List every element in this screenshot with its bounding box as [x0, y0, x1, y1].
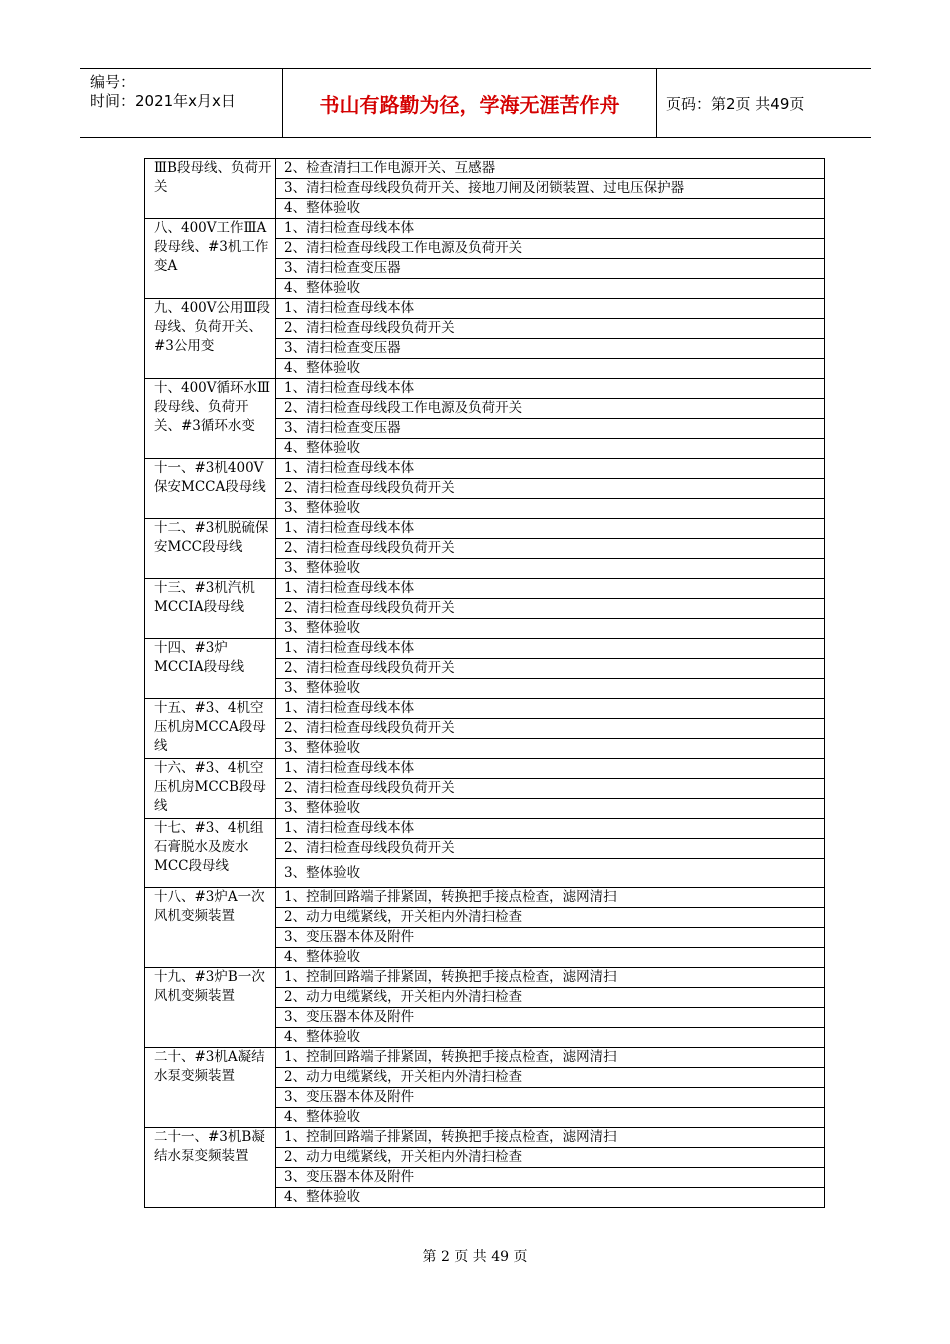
section-title: 十五、#3、4机空压机房MCCA段母线	[145, 699, 276, 759]
table-row	[145, 579, 825, 599]
header-page-info: 页码：第2页 共49页	[666, 94, 805, 113]
section-title: 十三、#3机汽机MCCⅠA段母线	[145, 579, 276, 639]
task-item: 1、控制回路端子排紧固，转换把手接点检查，滤网清扫	[276, 1128, 825, 1148]
task-item: 2、清扫检查母线段负荷开关	[276, 319, 825, 339]
table-row	[145, 888, 825, 908]
task-item: 3、整体验收	[276, 739, 825, 759]
task-item: 4、整体验收	[276, 1108, 825, 1128]
maintenance-items-table	[144, 158, 825, 1208]
task-item: 2、动力电缆紧线，开关柜内外清扫检查	[276, 1148, 825, 1168]
task-item: 3、整体验收	[276, 619, 825, 639]
section-title: 十一、#3机400V保安MCCA段母线	[145, 459, 276, 519]
task-item: 4、整体验收	[276, 359, 825, 379]
section-title: 十九、#3炉B一次风机变频装置	[145, 968, 276, 1048]
header-info	[80, 69, 282, 137]
task-item: 3、清扫检查变压器	[276, 339, 825, 359]
section-title: 二十一、#3机B凝结水泵变频装置	[145, 1128, 276, 1208]
task-item: 3、清扫检查母线段负荷开关、接地刀闸及闭锁装置、过电压保护器	[276, 179, 825, 199]
task-item: 4、整体验收	[276, 948, 825, 968]
task-item: 4、整体验收	[276, 279, 825, 299]
doc-time-label: 时间：2021年x月x日	[90, 92, 236, 110]
task-item: 3、整体验收	[276, 799, 825, 819]
task-item: 3、清扫检查变压器	[276, 419, 825, 439]
task-item: 2、清扫检查母线段工作电源及负荷开关	[276, 239, 825, 259]
table-row	[145, 519, 825, 539]
task-item: 2、检查清扫工作电源开关、互感器	[276, 159, 825, 179]
task-item: 3、整体验收	[276, 859, 825, 888]
section-title: 十七、#3、4机组石膏脱水及废水MCC段母线	[145, 819, 276, 888]
task-item: 3、变压器本体及附件	[276, 928, 825, 948]
table-row	[145, 968, 825, 988]
task-item: 1、清扫检查母线本体	[276, 639, 825, 659]
task-item: 4、整体验收	[276, 439, 825, 459]
header-motto: 书山有路勤为径，学海无涯苦作舟	[282, 69, 657, 137]
table-row	[145, 819, 825, 839]
task-item: 2、清扫检查母线段负荷开关	[276, 719, 825, 739]
table-row	[145, 639, 825, 659]
task-item: 2、动力电缆紧线，开关柜内外清扫检查	[276, 908, 825, 928]
doc-number-label: 编号：	[90, 73, 136, 91]
section-title: 十八、#3炉A一次风机变频装置	[145, 888, 276, 968]
task-item: 1、清扫检查母线本体	[276, 759, 825, 779]
section-title: 二十、#3机A凝结水泵变频装置	[145, 1048, 276, 1128]
task-item: 3、变压器本体及附件	[276, 1168, 825, 1188]
table-row	[145, 759, 825, 779]
task-item: 3、变压器本体及附件	[276, 1088, 825, 1108]
section-title: 十六、#3、4机空压机房MCCB段母线	[145, 759, 276, 819]
task-item: 4、整体验收	[276, 1028, 825, 1048]
task-item: 1、清扫检查母线本体	[276, 519, 825, 539]
task-item: 2、清扫检查母线段负荷开关	[276, 779, 825, 799]
section-title: 九、400V公用Ⅲ段母线、负荷开关、#3公用变	[145, 299, 276, 379]
task-item: 1、清扫检查母线本体	[276, 219, 825, 239]
task-item: 3、整体验收	[276, 679, 825, 699]
table-row	[145, 159, 825, 179]
task-item: 3、变压器本体及附件	[276, 1008, 825, 1028]
task-item: 2、清扫检查母线段负荷开关	[276, 659, 825, 679]
table-row	[145, 1128, 825, 1148]
table-row	[145, 299, 825, 319]
task-item: 1、清扫检查母线本体	[276, 579, 825, 599]
task-item: 2、清扫检查母线段负荷开关	[276, 599, 825, 619]
section-title: 十四、#3炉MCCIA段母线	[145, 639, 276, 699]
task-item: 2、清扫检查母线段负荷开关	[276, 539, 825, 559]
task-item: 1、清扫检查母线本体	[276, 299, 825, 319]
task-item: 2、清扫检查母线段负荷开关	[276, 839, 825, 859]
task-item: 1、清扫检查母线本体	[276, 459, 825, 479]
table-row	[145, 219, 825, 239]
page-footer: 第 2 页 共 49 页	[422, 1249, 528, 1265]
task-item: 3、整体验收	[276, 499, 825, 519]
task-item: 2、清扫检查母线段负荷开关	[276, 479, 825, 499]
table-row	[145, 459, 825, 479]
section-title: 八、400V工作ⅢA段母线、#3机工作变A	[145, 219, 276, 299]
task-item: 3、整体验收	[276, 559, 825, 579]
section-title: 十、400V循环水Ⅲ段母线、负荷开关、#3循环水变	[145, 379, 276, 459]
task-item: 2、动力电缆紧线，开关柜内外清扫检查	[276, 1068, 825, 1088]
task-item: 1、清扫检查母线本体	[276, 379, 825, 399]
section-title: 十二、#3机脱硫保安MCC段母线	[145, 519, 276, 579]
task-item: 4、整体验收	[276, 199, 825, 219]
table-row	[145, 1048, 825, 1068]
task-item: 1、清扫检查母线本体	[276, 699, 825, 719]
task-item: 4、整体验收	[276, 1188, 825, 1208]
task-item: 3、清扫检查变压器	[276, 259, 825, 279]
task-item: 2、动力电缆紧线，开关柜内外清扫检查	[276, 988, 825, 1008]
section-title: ⅢB段母线、负荷开关	[145, 159, 276, 219]
task-item: 2、清扫检查母线段工作电源及负荷开关	[276, 399, 825, 419]
table-row	[145, 379, 825, 399]
task-item: 1、控制回路端子排紧固，转换把手接点检查，滤网清扫	[276, 888, 825, 908]
task-item: 1、控制回路端子排紧固，转换把手接点检查，滤网清扫	[276, 1048, 825, 1068]
table-row	[145, 699, 825, 719]
task-item: 1、清扫检查母线本体	[276, 819, 825, 839]
task-item: 1、控制回路端子排紧固，转换把手接点检查，滤网清扫	[276, 968, 825, 988]
page-header	[80, 68, 871, 138]
